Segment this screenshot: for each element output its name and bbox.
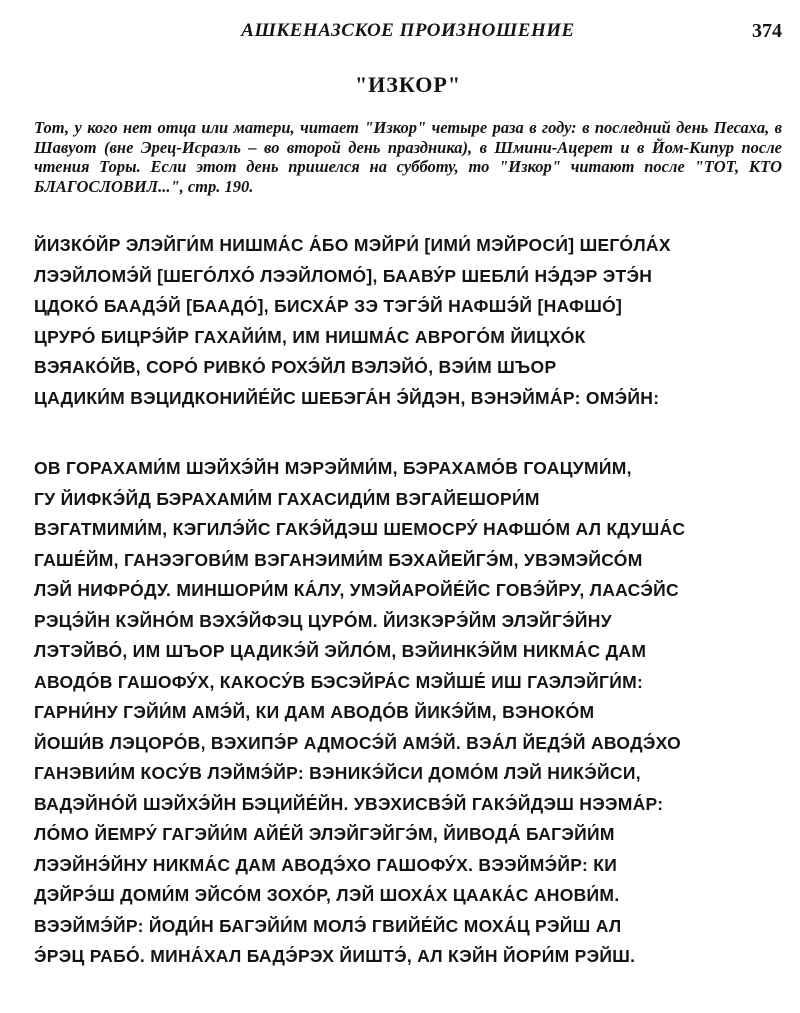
prayer-paragraph-2 (34, 453, 782, 972)
text-line: ЦРУРО́ БИЦРЭ́ЙР ГАХАЙИ́М, ИМ НИШМА́С АВРОГО́М ЙИЦХО́К (34, 326, 586, 347)
text-line: ВАДЭЙНО́Й ШЭЙХЭ́ЙН БЭЦИЙЕ́ЙН. УВЭХИСВЭ́Й ГАКЭ́ЙДЭШ НЭЭМА́Р: (34, 793, 664, 814)
instruction-note: Тот, у кого нет отца или матери, читает "Изкор" четыре раза в году: в последний день Песаха, в Шавуот (вне Эрец-Исраэль – во второй день праздника), в Шмини-Ацерет и в Йом-Кипур после чтения Торы. Если этот день пришелся на субботу, то "Изкор" читают после "ТОТ, КТО БЛАГОСЛОВИЛ...", стр. 190. (34, 118, 782, 196)
text-line: ЛЭЭЙЛОМЭ́Й [ШЕГО́ЛХО́ ЛЭЭЙЛОМО́], БААВУ́Р ШЕБЛИ́ НЭ́ДЭР ЭТЭ́Н (34, 265, 653, 286)
text-line: ГАРНИ́НУ ГЭЙИ́М АМЭ́Й, КИ ДАМ АВОДО́В ЙИКЭ́ЙМ, ВЭНОКО́М (34, 702, 595, 722)
text-line: ДЭЙРЭ́Ш ДОМИ́М ЭЙСО́М ЗОХО́Р, ЛЭЙ ШОХА́Х ЦААКА́С АНОВИ́М. (34, 885, 620, 905)
section-title: "ИЗКОР" (354, 72, 462, 97)
text-line: ЙОШИ́В ЛЭЦОРО́В, ВЭХИПЭ́Р АДМОСЭ́Й АМЭ́Й. ВЭА́Л ЙЕДЭ́Й АВОДЭ́ХО (34, 732, 682, 753)
text-line: ГАШЕ́ЙМ, ГАНЭЭГОВИ́М ВЭГАНЭИМИ́М БЭХАЙЕЙГЭ́М, УВЭМЭЙСО́М (34, 549, 643, 570)
text-line: ЛЭТЭЙВО́, ИМ ШЪОР ЦАДИКЭ́Й ЭЙЛО́М, ВЭЙИНКЭ́ЙМ НИКМА́С ДАМ (34, 641, 647, 661)
text-line: ВЭГАТМИМИ́М, КЭГИЛЭ́ЙС ГАКЭ́ЙДЭШ ШЕМОСРУ́ НАФШО́М АЛ КДУША́С (34, 519, 686, 539)
running-header (34, 0, 782, 44)
text-line: ВЭЯАКО́ЙВ, СОРО́ РИВКО́ РОХЭ́ЙЛ ВЭЛЭЙО́, ВЭИ́М ШЪОР (34, 357, 557, 377)
running-title: АШКЕНАЗСКОЕ ПРОИЗНОШЕНИЕ (241, 20, 575, 41)
text-line: ВЭЭЙМЭ́ЙР: ЙОДИ́Н БАГЭЙИ́М МОЛЭ́ ГВИЙЕ́ЙС МОХА́Ц РЭЙШ АЛ (34, 915, 622, 936)
text-line: Э́РЭЦ РАБО́. МИНА́ХАЛ БАДЭ́РЭХ ЙИШТЭ́, АЛ КЭЙН ЙОРИ́М РЭЙШ. (34, 946, 636, 966)
prayer-paragraph-1 (34, 230, 782, 413)
text-line: ЛЭЙ НИФРО́ДУ. МИНШОРИ́М КА́ЛУ, УМЭЙАРОЙЕ́ЙС ГОВЭ́ЙРУ, ЛААСЭ́ЙС (34, 580, 679, 600)
page-number: 374 (752, 20, 782, 42)
text-line: ЙИЗКО́ЙР ЭЛЭЙГИ́М НИШМА́С А́БО МЭЙРИ́ [ИМИ́ МЭЙРОСИ́] ШЕГО́ЛА́Х (34, 235, 671, 255)
text-line: ЛО́МО ЙЕМРУ́ ГАГЭЙИ́М АЙЕ́Й ЭЛЭЙГЭЙГЭ́М, ЙИВОДА́ БАГЭЙИ́М (34, 824, 615, 844)
text-line: ЛЭЭЙНЭ́ЙНУ НИКМА́С ДАМ АВОДЭ́ХО ГАШОФУ́Х. ВЭЭЙМЭ́ЙР: КИ (34, 854, 618, 875)
text-line: ГАНЭВИИ́М КОСУ́В ЛЭЙМЭ́ЙР: ВЭНИКЭ́ЙСИ ДОМО́М ЛЭЙ НИКЭ́ЙСИ, (34, 763, 641, 783)
text-line: ОВ ГОРАХАМИ́М ШЭЙХЭ́ЙН МЭРЭЙМИ́М, БЭРАХАМО́В ГОАЦУМИ́М, (34, 458, 632, 478)
text-line: РЭЦЭ́ЙН КЭЙНО́М ВЭХЭ́ЙФЭЦ ЦУРО́М. ЙИЗКЭРЭ́ЙМ ЭЛЭЙГЭ́ЙНУ (34, 610, 612, 631)
text-line: ГУ ЙИФКЭ́ЙД БЭРАХАМИ́М ГАХАСИДИ́М ВЭГАЙЕШОРИ́М (34, 488, 540, 509)
text-line: ЦАДИКИ́М ВЭЦИДКОНИЙЕ́ЙС ШЕБЭГА́Н Э́ЙДЭН, ВЭНЭЙМА́Р: ОМЭ́ЙН: (34, 387, 660, 408)
text-line: ЦДОКО́ БААДЭ́Й [БААДО́], БИСХА́Р ЗЭ ТЭГЭ́Й НАФШЭ́Й [НАФШО́] (34, 296, 623, 316)
text-line: АВОДО́В ГАШОФУ́Х, КАКОСУ́В БЭСЭЙРА́С МЭЙШЕ́ ИШ ГАЭЛЭЙГИ́М: (34, 671, 644, 692)
